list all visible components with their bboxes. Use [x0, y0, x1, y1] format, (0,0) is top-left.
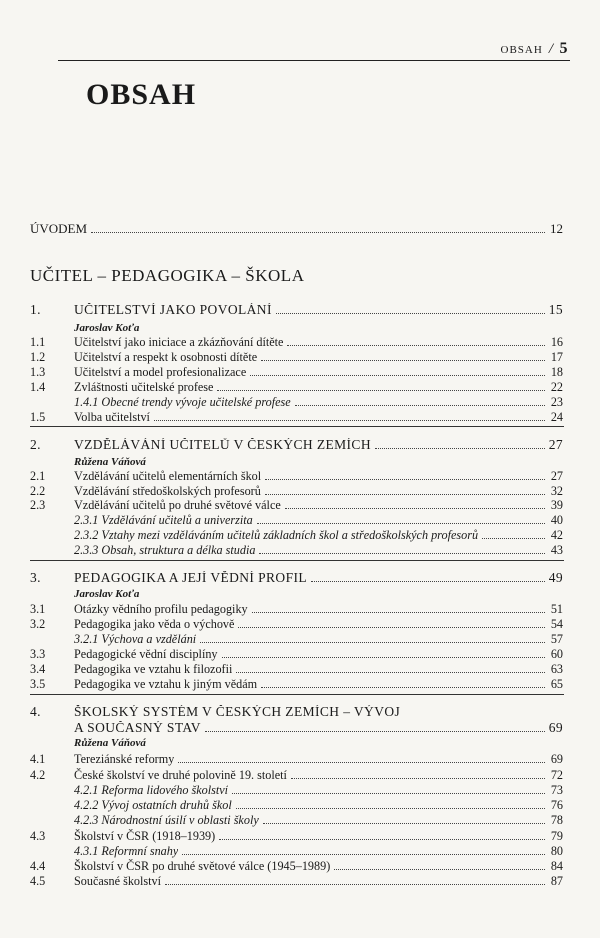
dot-leader — [205, 730, 545, 732]
toc-entry-page: 16 — [550, 335, 563, 349]
toc-entry-title: České školství ve druhé polovině 19. století — [74, 768, 287, 782]
section-divider — [30, 426, 564, 427]
author-name: Růžena Váňová — [74, 737, 146, 749]
toc-entry-page: 72 — [550, 768, 563, 782]
dot-leader — [311, 580, 545, 582]
toc-entry — [30, 513, 563, 527]
dot-leader — [375, 447, 545, 449]
toc-entry-page: 49 — [548, 570, 563, 585]
toc-entry-number: 3.3 — [30, 647, 46, 661]
dot-leader — [287, 344, 545, 346]
header-rule — [58, 60, 570, 61]
toc-entry-number: 1.5 — [30, 410, 46, 424]
toc-entry-page: 42 — [550, 528, 563, 542]
intro-label: ÚVODEM — [30, 222, 88, 236]
toc-entry-title: 4.2.3 Národnostní úsilí v oblasti školy — [74, 813, 259, 827]
toc-entry — [30, 768, 563, 782]
toc-entry-number: 3.1 — [30, 602, 46, 616]
toc-entry — [30, 410, 563, 424]
toc-entry — [30, 752, 563, 766]
dot-leader — [182, 853, 545, 855]
toc-entry-number: 2.1 — [30, 469, 46, 483]
toc-entry — [30, 365, 563, 379]
toc-entry-title: Vzdělávání středoškolských profesorů — [74, 484, 261, 498]
dot-leader — [165, 883, 545, 885]
toc-entry-page: 24 — [550, 410, 563, 424]
toc-entry — [30, 380, 563, 394]
toc-entry-page: 78 — [550, 813, 563, 827]
toc-entry-intro — [30, 222, 563, 236]
toc-entry-page: 22 — [550, 380, 563, 394]
toc-entry-title: 4.2.1 Reforma lidového školství — [74, 783, 229, 797]
toc-entry-title: ŠKOLSKÝ SYSTÉM V ČESKÝCH ZEMÍCH – VÝVOJ — [74, 705, 401, 719]
toc-entry — [30, 350, 563, 364]
toc-entry-title: Pedagogika ve vztahu k filozofii — [74, 662, 233, 676]
toc-author — [30, 321, 563, 335]
toc-entry-title: Školství v ČSR (1918–1939) — [74, 829, 216, 843]
toc-entry-title-line2: A SOUČASNÝ STAV — [74, 721, 201, 735]
dot-leader — [222, 656, 545, 658]
dot-leader — [236, 671, 545, 673]
part-heading: UČITEL – PEDAGOGIKA – ŠKOLA — [30, 266, 305, 285]
toc-entry — [30, 484, 563, 498]
dot-leader — [200, 641, 545, 643]
toc-entry-title: Učitelství jako iniciace a zkázňování dítěte — [74, 335, 284, 349]
toc-author — [30, 587, 563, 601]
toc-entry-title: Vzdělávání učitelů po druhé světové válce — [74, 498, 281, 512]
toc-entry-page: 60 — [550, 647, 563, 661]
toc-entry-page: 76 — [550, 798, 563, 812]
toc-entry — [30, 783, 563, 797]
toc-entry-page: 32 — [550, 484, 563, 498]
dot-leader — [257, 522, 545, 524]
dot-leader — [250, 374, 545, 376]
toc-entry-number: 1.1 — [30, 335, 46, 349]
toc-entry-title: 4.3.1 Reformní snahy — [74, 844, 179, 858]
toc-entry-title: 2.3.2 Vztahy mezi vzděláváním učitelů základních škol a středoškolských profesorů — [74, 528, 479, 542]
toc-entry-page: 63 — [550, 662, 563, 676]
toc-entry-title: 4.2.2 Vývoj ostatních druhů škol — [74, 798, 232, 812]
dot-leader — [252, 611, 545, 613]
toc-entry-page: 73 — [550, 783, 563, 797]
toc-entry-page: 27 — [548, 437, 563, 452]
toc-entry-title: Volba učitelství — [74, 410, 150, 424]
toc-entry-page: 87 — [550, 874, 563, 888]
toc-entry-page: 43 — [550, 543, 563, 557]
section-divider — [30, 560, 564, 561]
toc-entry-page: 51 — [550, 602, 563, 616]
dot-leader — [236, 807, 545, 809]
toc-entry-page: 84 — [550, 859, 563, 873]
toc-entry-page: 57 — [550, 632, 563, 646]
toc-entry — [30, 813, 563, 827]
toc-entry-page: 27 — [550, 469, 563, 483]
dot-leader — [295, 404, 545, 406]
toc-entry-continued — [30, 721, 563, 735]
toc-entry-title: Pedagogické vědní disciplíny — [74, 647, 218, 661]
toc-entry-number: 1.4 — [30, 380, 46, 394]
toc-entry-title: Pedagogika jako věda o výchově — [74, 617, 235, 631]
section-divider — [30, 694, 564, 695]
toc-entry-number: 1.2 — [30, 350, 46, 364]
toc-entry — [30, 632, 563, 646]
toc-entry-page: 80 — [550, 844, 563, 858]
dot-leader — [219, 838, 545, 840]
toc-entry-number: 1. — [30, 302, 41, 317]
dot-leader — [263, 822, 545, 824]
toc-entry — [30, 859, 563, 873]
toc-entry-title: PEDAGOGIKA A JEJÍ VĚDNÍ PROFIL — [74, 571, 308, 585]
dot-leader — [154, 419, 545, 421]
author-name: Jaroslav Koťa — [74, 322, 140, 334]
dot-leader — [261, 686, 545, 688]
dot-leader — [232, 792, 545, 794]
toc-entry-page: 23 — [550, 395, 563, 409]
toc-entry — [30, 617, 563, 631]
toc-entry — [30, 677, 563, 691]
toc-author — [30, 455, 563, 469]
toc-entry — [30, 303, 563, 317]
toc-entry-page: 39 — [550, 498, 563, 512]
toc-entry — [30, 798, 563, 812]
toc-entry-page: 69 — [550, 752, 563, 766]
toc-entry-title: 2.3.1 Vzdělávání učitelů a univerzita — [74, 513, 253, 527]
running-head — [60, 40, 568, 58]
dot-leader — [276, 312, 545, 314]
toc-entry — [30, 705, 563, 719]
toc-entry-title: Pedagogika ve vztahu k jiným vědám — [74, 677, 258, 691]
page-title: OBSAH — [86, 78, 197, 111]
toc-entry-page: 69 — [548, 720, 563, 735]
dot-leader — [482, 537, 545, 539]
dot-leader — [217, 389, 545, 391]
toc-entry — [30, 528, 563, 542]
dot-leader — [265, 493, 545, 495]
toc-entry-number: 3.2 — [30, 617, 46, 631]
toc-entry-page: 65 — [550, 677, 563, 691]
toc-entry-number: 4.1 — [30, 752, 46, 766]
toc-entry — [30, 874, 563, 888]
toc-entry-title: Otázky vědního profilu pedagogiky — [74, 602, 248, 616]
toc-entry — [30, 469, 563, 483]
author-name: Růžena Váňová — [74, 456, 146, 468]
toc-entry-page: 40 — [550, 513, 563, 527]
toc-entry-title: Vzdělávání učitelů elementárních škol — [74, 469, 262, 483]
toc-entry — [30, 571, 563, 585]
toc-entry-page: 79 — [550, 829, 563, 843]
toc-entry-title: 3.2.1 Výchova a vzdělání — [74, 632, 197, 646]
dot-leader — [265, 478, 545, 480]
toc-entry — [30, 602, 563, 616]
toc-entry-number: 4. — [30, 704, 41, 719]
toc-entry-title: Učitelství a model profesionalizace — [74, 365, 247, 379]
toc-entry-title: Současné školství — [74, 874, 162, 888]
toc-entry-number: 2.3 — [30, 498, 46, 512]
toc-entry-number: 4.5 — [30, 874, 46, 888]
toc-entry — [30, 829, 563, 843]
toc-entry-page: 17 — [550, 350, 563, 364]
dot-leader — [91, 231, 545, 233]
toc-entry — [30, 844, 563, 858]
toc-entry-number: 4.3 — [30, 829, 46, 843]
dot-leader — [259, 552, 545, 554]
toc-entry — [30, 438, 563, 452]
toc-entry-number: 4.4 — [30, 859, 46, 873]
toc-entry-number: 2. — [30, 437, 41, 452]
toc-entry-number: 3.5 — [30, 677, 46, 691]
dot-leader — [291, 777, 545, 779]
running-head-label: OBSAH — [500, 44, 543, 56]
toc-entry-number: 2.2 — [30, 484, 46, 498]
page-number: 5 — [559, 40, 568, 57]
toc-entry-number: 1.3 — [30, 365, 46, 379]
toc-author — [30, 736, 563, 750]
toc-entry — [30, 335, 563, 349]
toc-entry-title: VZDĚLÁVÁNÍ UČITELŮ V ČESKÝCH ZEMÍCH — [74, 438, 371, 452]
toc-entry — [30, 662, 563, 676]
dot-leader — [261, 359, 545, 361]
toc-entry-number: 4.2 — [30, 768, 46, 782]
author-name: Jaroslav Koťa — [74, 588, 140, 600]
intro-page: 12 — [550, 221, 563, 236]
toc-entry-number: 3.4 — [30, 662, 46, 676]
toc-entry-page: 54 — [550, 617, 563, 631]
toc-entry-title: Školství v ČSR po druhé světové válce (1945–1989) — [74, 859, 331, 873]
toc-entry-number: 3. — [30, 570, 41, 585]
toc-entry — [30, 647, 563, 661]
toc-entry — [30, 498, 563, 512]
toc-entry-page: 15 — [548, 302, 563, 317]
toc-entry-title: UČITELSTVÍ JAKO POVOLÁNÍ — [74, 303, 272, 317]
dot-leader — [334, 868, 545, 870]
toc-entry — [30, 543, 563, 557]
toc-entry-title: Zvláštnosti učitelské profese — [74, 380, 214, 394]
dot-leader — [285, 507, 545, 509]
toc-entry-title: Učitelství a respekt k osobnosti dítěte — [74, 350, 258, 364]
dot-leader — [238, 626, 545, 628]
toc-entry-title: 2.3.3 Obsah, struktura a délka studia — [74, 543, 256, 557]
dot-leader — [178, 761, 545, 763]
toc-entry-title: 1.4.1 Obecné trendy vývoje učitelské profese — [74, 395, 291, 409]
toc-entry-page: 18 — [550, 365, 563, 379]
running-head-slash: / — [548, 41, 554, 57]
toc-entry-title: Tereziánské reformy — [74, 752, 175, 766]
toc-entry — [30, 395, 563, 409]
